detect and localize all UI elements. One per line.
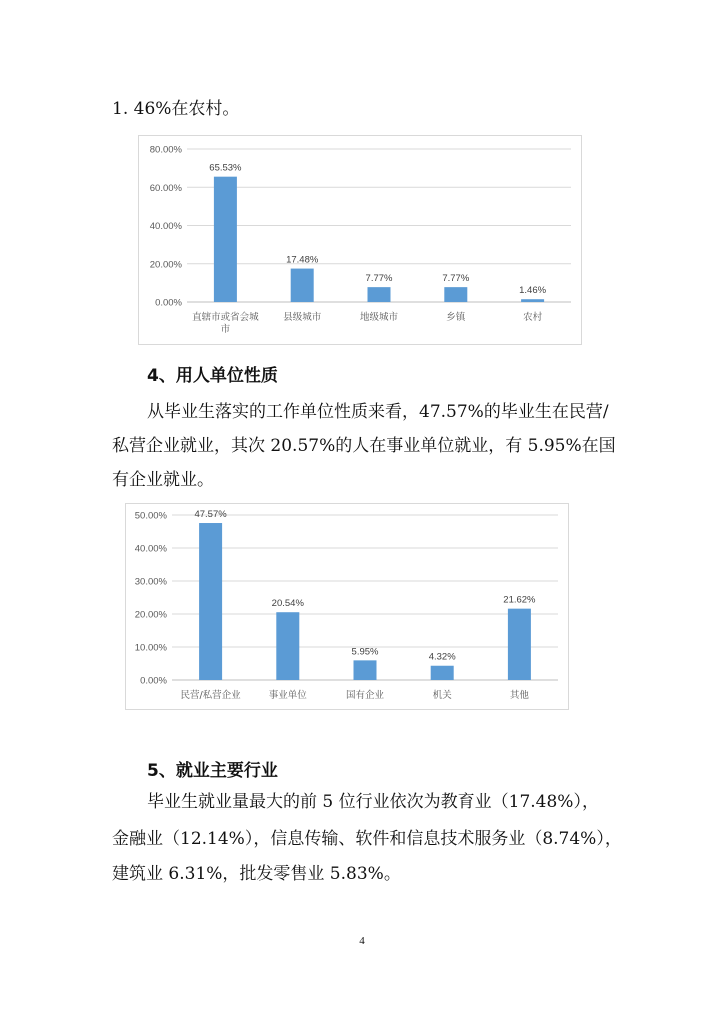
employer-chart-y-tick-label: 20.00%	[134, 609, 167, 621]
city-chart-y-tick-label: 80.00%	[149, 144, 182, 156]
city-chart-category-label: 直辖市或省会城	[192, 312, 259, 323]
employer-chart-data-label: 21.62%	[503, 594, 536, 606]
employer-chart-data-label: 5.95%	[351, 646, 379, 658]
employer-chart-bar	[508, 609, 531, 680]
city-chart-y-tick-label: 0.00%	[155, 297, 182, 309]
city-chart-category-label: 农村	[523, 312, 543, 323]
employer-chart-category-label: 机关	[432, 690, 452, 701]
employer-chart-category-label: 其他	[509, 690, 529, 701]
employer-chart-data-label: 20.54%	[271, 598, 304, 610]
employer-chart-data-label: 47.57%	[194, 509, 227, 521]
section-5-heading: 5、就业主要行业	[147, 761, 278, 781]
employer-chart-category-label: 民营/私营企业	[180, 690, 241, 701]
city-chart-category-label: 市	[220, 324, 231, 335]
city-chart-bar	[521, 299, 544, 302]
employer-chart-y-tick-label: 50.00%	[134, 510, 167, 522]
employer-chart-data-label: 4.32%	[428, 651, 456, 663]
section-4-heading: 4、用人单位性质	[147, 366, 278, 386]
page-number: 4	[359, 935, 365, 947]
section-4-paragraph-line-3: 有企业就业。	[112, 470, 214, 490]
section-4-paragraph-line-1: 从毕业生落实的工作单位性质来看，47.57%的毕业生在民营/	[147, 402, 609, 422]
employer-chart-bar	[276, 612, 299, 680]
chart-city-type	[138, 135, 582, 345]
city-chart-y-tick-label: 60.00%	[149, 182, 182, 194]
chart-employer-type-svg	[126, 504, 568, 709]
city-chart-data-label: 65.53%	[209, 162, 242, 174]
city-chart-bar	[291, 269, 314, 302]
chart-employer-type	[125, 503, 569, 710]
employer-chart-y-tick-label: 30.00%	[134, 576, 167, 588]
city-chart-data-label: 17.48%	[286, 254, 319, 266]
city-chart-y-tick-label: 20.00%	[149, 259, 182, 271]
city-chart-data-label: 1.46%	[519, 285, 547, 297]
section-5-paragraph-line-2: 金融业（12.14%），信息传输、软件和信息技术服务业（8.74%），	[112, 829, 622, 849]
city-chart-y-tick-label: 40.00%	[149, 221, 182, 232]
section-4-paragraph-line-2: 私营企业就业，其次 20.57%的人在事业单位就业，有 5.95%在国	[112, 436, 616, 456]
employer-chart-bar	[199, 523, 222, 680]
chart-city-type-svg	[139, 136, 581, 344]
city-chart-category-label: 乡镇	[446, 312, 466, 323]
intro-line: 1. 46%在农村。	[112, 99, 240, 119]
city-chart-bar	[214, 177, 237, 302]
section-5-paragraph-line-1: 毕业生就业量最大的前 5 位行业依次为教育业（17.48%），	[147, 792, 599, 812]
city-chart-data-label: 7.77%	[442, 273, 470, 285]
employer-chart-category-label: 事业单位	[268, 690, 307, 701]
city-chart-data-label: 7.77%	[365, 273, 393, 285]
section-5-paragraph-line-3: 建筑业 6.31%，批发零售业 5.83%。	[112, 864, 401, 884]
employer-chart-y-tick-label: 40.00%	[134, 543, 167, 555]
city-chart-category-label: 地级城市	[359, 312, 399, 323]
employer-chart-y-tick-label: 0.00%	[140, 675, 167, 687]
employer-chart-bar	[431, 666, 454, 680]
city-chart-bar	[444, 287, 467, 302]
employer-chart-category-label: 国有企业	[345, 690, 385, 701]
city-chart-category-label: 县级城市	[283, 312, 322, 323]
employer-chart-bar	[354, 660, 377, 680]
city-chart-bar	[368, 287, 391, 302]
employer-chart-y-tick-label: 10.00%	[134, 642, 167, 654]
